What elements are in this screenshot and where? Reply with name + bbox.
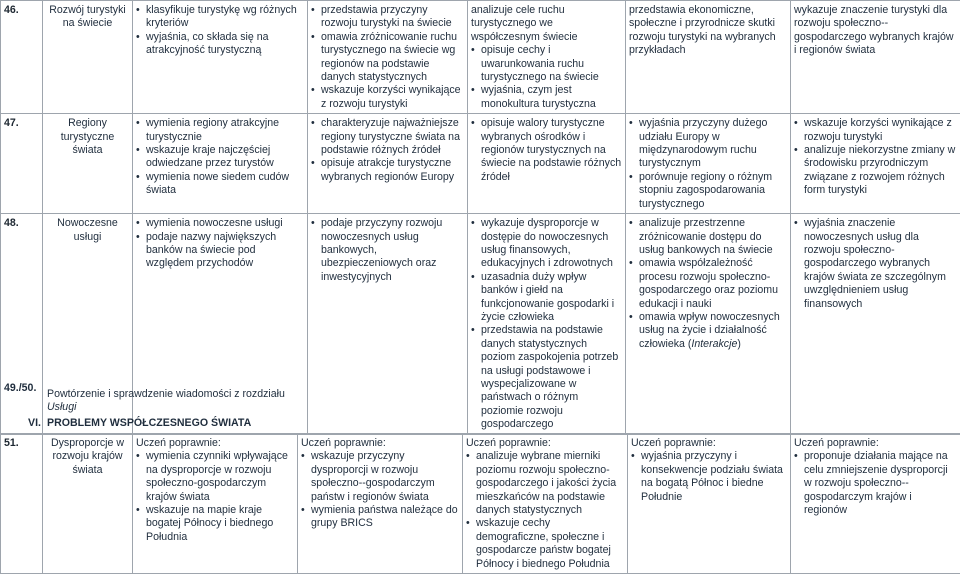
list-item: • wskazuje korzyści wynikające z rozwoju turystyki: [311, 84, 464, 111]
plain-text: analizuje cele ruchu turystycznego we współczesnym świecie: [471, 4, 578, 43]
requirements-cell: [308, 214, 468, 435]
list-item: • wyjaśnia przyczyny dużego udziału Europy w międzynarodowym ruchu turystycznym: [629, 117, 787, 171]
plain-text: wykazuje znaczenie turystyki dla rozwoju społeczno--gospodarczego wybranych krajów i regionów świata: [794, 4, 954, 57]
list-item: • przedstawia przyczyny rozwoju turystyki na świecie: [311, 4, 464, 31]
list-item: • wymienia nowoczesne usługi: [136, 217, 304, 230]
list-item: • wyjaśnia przyczyny i konsekwencje podziału świata na bogatą Północ i biedne Południe: [631, 450, 787, 504]
list-item: • podaje nazwy największych banków na świecie pod względem przychodów: [136, 231, 304, 271]
list-item: • wykazuje dysproporcje w dostępie do nowoczesnych usług finansowych, edukacyjnych i zdrowotnych: [471, 217, 622, 271]
list-item: • charakteryzuje najważniejsze regiony turystyczne świata na podstawie różnych źródeł: [311, 117, 464, 157]
lesson-topic: Nowoczesne usługi: [43, 214, 133, 435]
requirements-cell: [791, 434, 960, 574]
cell-header: Uczeń poprawnie:: [631, 437, 716, 449]
curriculum-table-bottom: [0, 433, 960, 574]
list-item: • uzasadnia duży wpływ banków i giełd na funkcjonowanie gospodarki i życie człowieka: [471, 271, 622, 325]
requirements-cell: [468, 214, 626, 435]
requirements-cell: [468, 1, 626, 114]
list-item: • wyjaśnia znaczenie nowoczesnych usług dla rozwoju społeczno-gospodarczego wybranych krajów świata ze szczególnym uwzględnieniem usług finansowych: [794, 217, 957, 311]
list-item: • opisuje atrakcje turystyczne wybranych regionów Europy: [311, 157, 464, 184]
requirements-cell: [791, 214, 960, 435]
list-item: • wskazuje na mapie kraje bogatej Północy i biednego Południa: [136, 504, 294, 544]
table-row: [1, 1, 960, 114]
table-row: [1, 114, 960, 214]
requirements-cell: [463, 434, 628, 574]
list-item: • wymienia państwa należące do grupy BRICS: [301, 504, 459, 531]
lesson-number: 47.: [1, 114, 43, 214]
plain-text: przedstawia ekonomiczne, społeczne i przyrodnicze skutki rozwoju turystyki na wybranych przykładach: [629, 4, 776, 57]
requirements-cell: [298, 434, 463, 574]
requirements-cell: [468, 114, 626, 214]
review-chapter: Usługi: [47, 401, 77, 414]
list-item: • wskazuje korzyści wynikające z rozwoju turystyki: [794, 117, 957, 144]
cell-header: Uczeń poprawnie:: [136, 437, 221, 449]
lesson-number: 48.: [1, 214, 43, 435]
list-item: • wyjaśnia, co składa się na atrakcyjność turystyczną: [136, 31, 304, 58]
review-lesson: [47, 388, 307, 415]
plain-text: omawia wpływ nowoczesnych usług na życie i działalność człowieka (: [639, 310, 780, 350]
list-item: • porównuje regiony o różnym stopniu zagospodarowania turystycznego: [629, 171, 787, 211]
lesson-number: 46.: [1, 1, 43, 114]
review-text: Powtórzenie i sprawdzenie wiadomości z rozdziału: [47, 388, 285, 400]
requirements-cell: [133, 1, 308, 114]
section-heading: [0, 414, 960, 431]
list-item: • przedstawia na podstawie danych statystycznych poziom zaspokojenia potrzeb na usługi podstawowe i wyspecjalizowane w państwach o różnym poziomie rozwoju gospodarczego: [471, 324, 622, 431]
requirements-cell: [133, 434, 298, 574]
list-item: • wymienia regiony atrakcyjne turystycznie: [136, 117, 304, 144]
plain-text: ): [737, 337, 741, 350]
lesson-topic: Rozwój turystyki na świecie: [43, 1, 133, 114]
requirements-cell: [308, 114, 468, 214]
cell-header: Uczeń poprawnie:: [301, 437, 386, 449]
list-item: • wskazuje przyczyny dysproporcji w rozwoju społeczno--gospodarczym państw i regionów świata: [301, 450, 459, 504]
list-item: • podaje przyczyny rozwoju nowoczesnych usług bankowych, ubezpieczeniowych oraz inwestycyjnych: [311, 217, 464, 284]
section-title: PROBLEMY WSPÓŁCZESNEGO ŚWIATA: [47, 417, 252, 429]
lesson-number: 49./50.: [4, 382, 37, 394]
requirements-cell: [133, 114, 308, 214]
list-item: • klasyfikuje turystykę wg różnych kryteriów: [136, 4, 304, 31]
lesson-number: 51.: [1, 434, 43, 574]
list-item: • omawia zróżnicowanie ruchu turystycznego na świecie wg regionów na podstawie danych statystycznych: [311, 31, 464, 85]
list-item: • wskazuje cechy demograficzne, społeczne i gospodarcze państw bogatej Północy i biednego Południa: [466, 517, 624, 571]
cell-header: Uczeń poprawnie:: [466, 437, 551, 449]
list-item: • opisuje walory turystyczne wybranych ośrodków i regionów turystycznych na świecie na podstawie różnych źródeł: [471, 117, 622, 184]
requirements-cell: [791, 114, 960, 214]
requirements-cell: [626, 114, 791, 214]
list-item: • wskazuje kraje najczęściej odwiedzane przez turystów: [136, 144, 304, 171]
list-item: • wyjaśnia, czym jest monokultura turystyczna: [471, 84, 622, 111]
requirements-cell: [626, 1, 791, 114]
requirements-cell: [791, 1, 960, 114]
list-item: • analizuje niekorzystne zmiany w środowisku przyrodniczym związane z rozwojem różnych form turystyki: [794, 144, 957, 198]
plain-text: Interakcje: [691, 337, 738, 350]
requirements-cell: [626, 214, 791, 435]
list-item: • wymienia czynniki wpływające na dysproporcje w rozwoju społeczno-gospodarczym krajów świata: [136, 450, 294, 504]
list-item: • proponuje działania mające na celu zmniejszenie dysproporcji w rozwoju społeczno--gospodarczym krajów i regionów: [794, 450, 957, 517]
list-item: • analizuje wybrane mierniki poziomu rozwoju społeczno-gospodarczego i jakości życia mieszkańców na podstawie danych statystycznych: [466, 450, 624, 517]
requirements-cell: [628, 434, 791, 574]
table-row: [1, 434, 960, 574]
lesson-topic: Dysproporcje w rozwoju krajów świata: [43, 434, 133, 574]
section-roman: VI.: [28, 417, 41, 429]
cell-header: Uczeń poprawnie:: [794, 437, 879, 449]
list-item: • wymienia nowe siedem cudów świata: [136, 171, 304, 198]
requirements-cell: [308, 1, 468, 114]
lesson-topic: Regiony turystyczne świata: [43, 114, 133, 214]
list-item: • opisuje cechy i uwarunkowania ruchu turystycznego na świecie: [471, 44, 622, 84]
list-item: [629, 311, 787, 351]
list-item: • omawia współzależność procesu rozwoju społeczno-gospodarczego oraz poziomu edukacji i nauki: [629, 257, 787, 311]
list-item: • analizuje przestrzenne zróżnicowanie dostępu do usług bankowych na świecie: [629, 217, 787, 257]
